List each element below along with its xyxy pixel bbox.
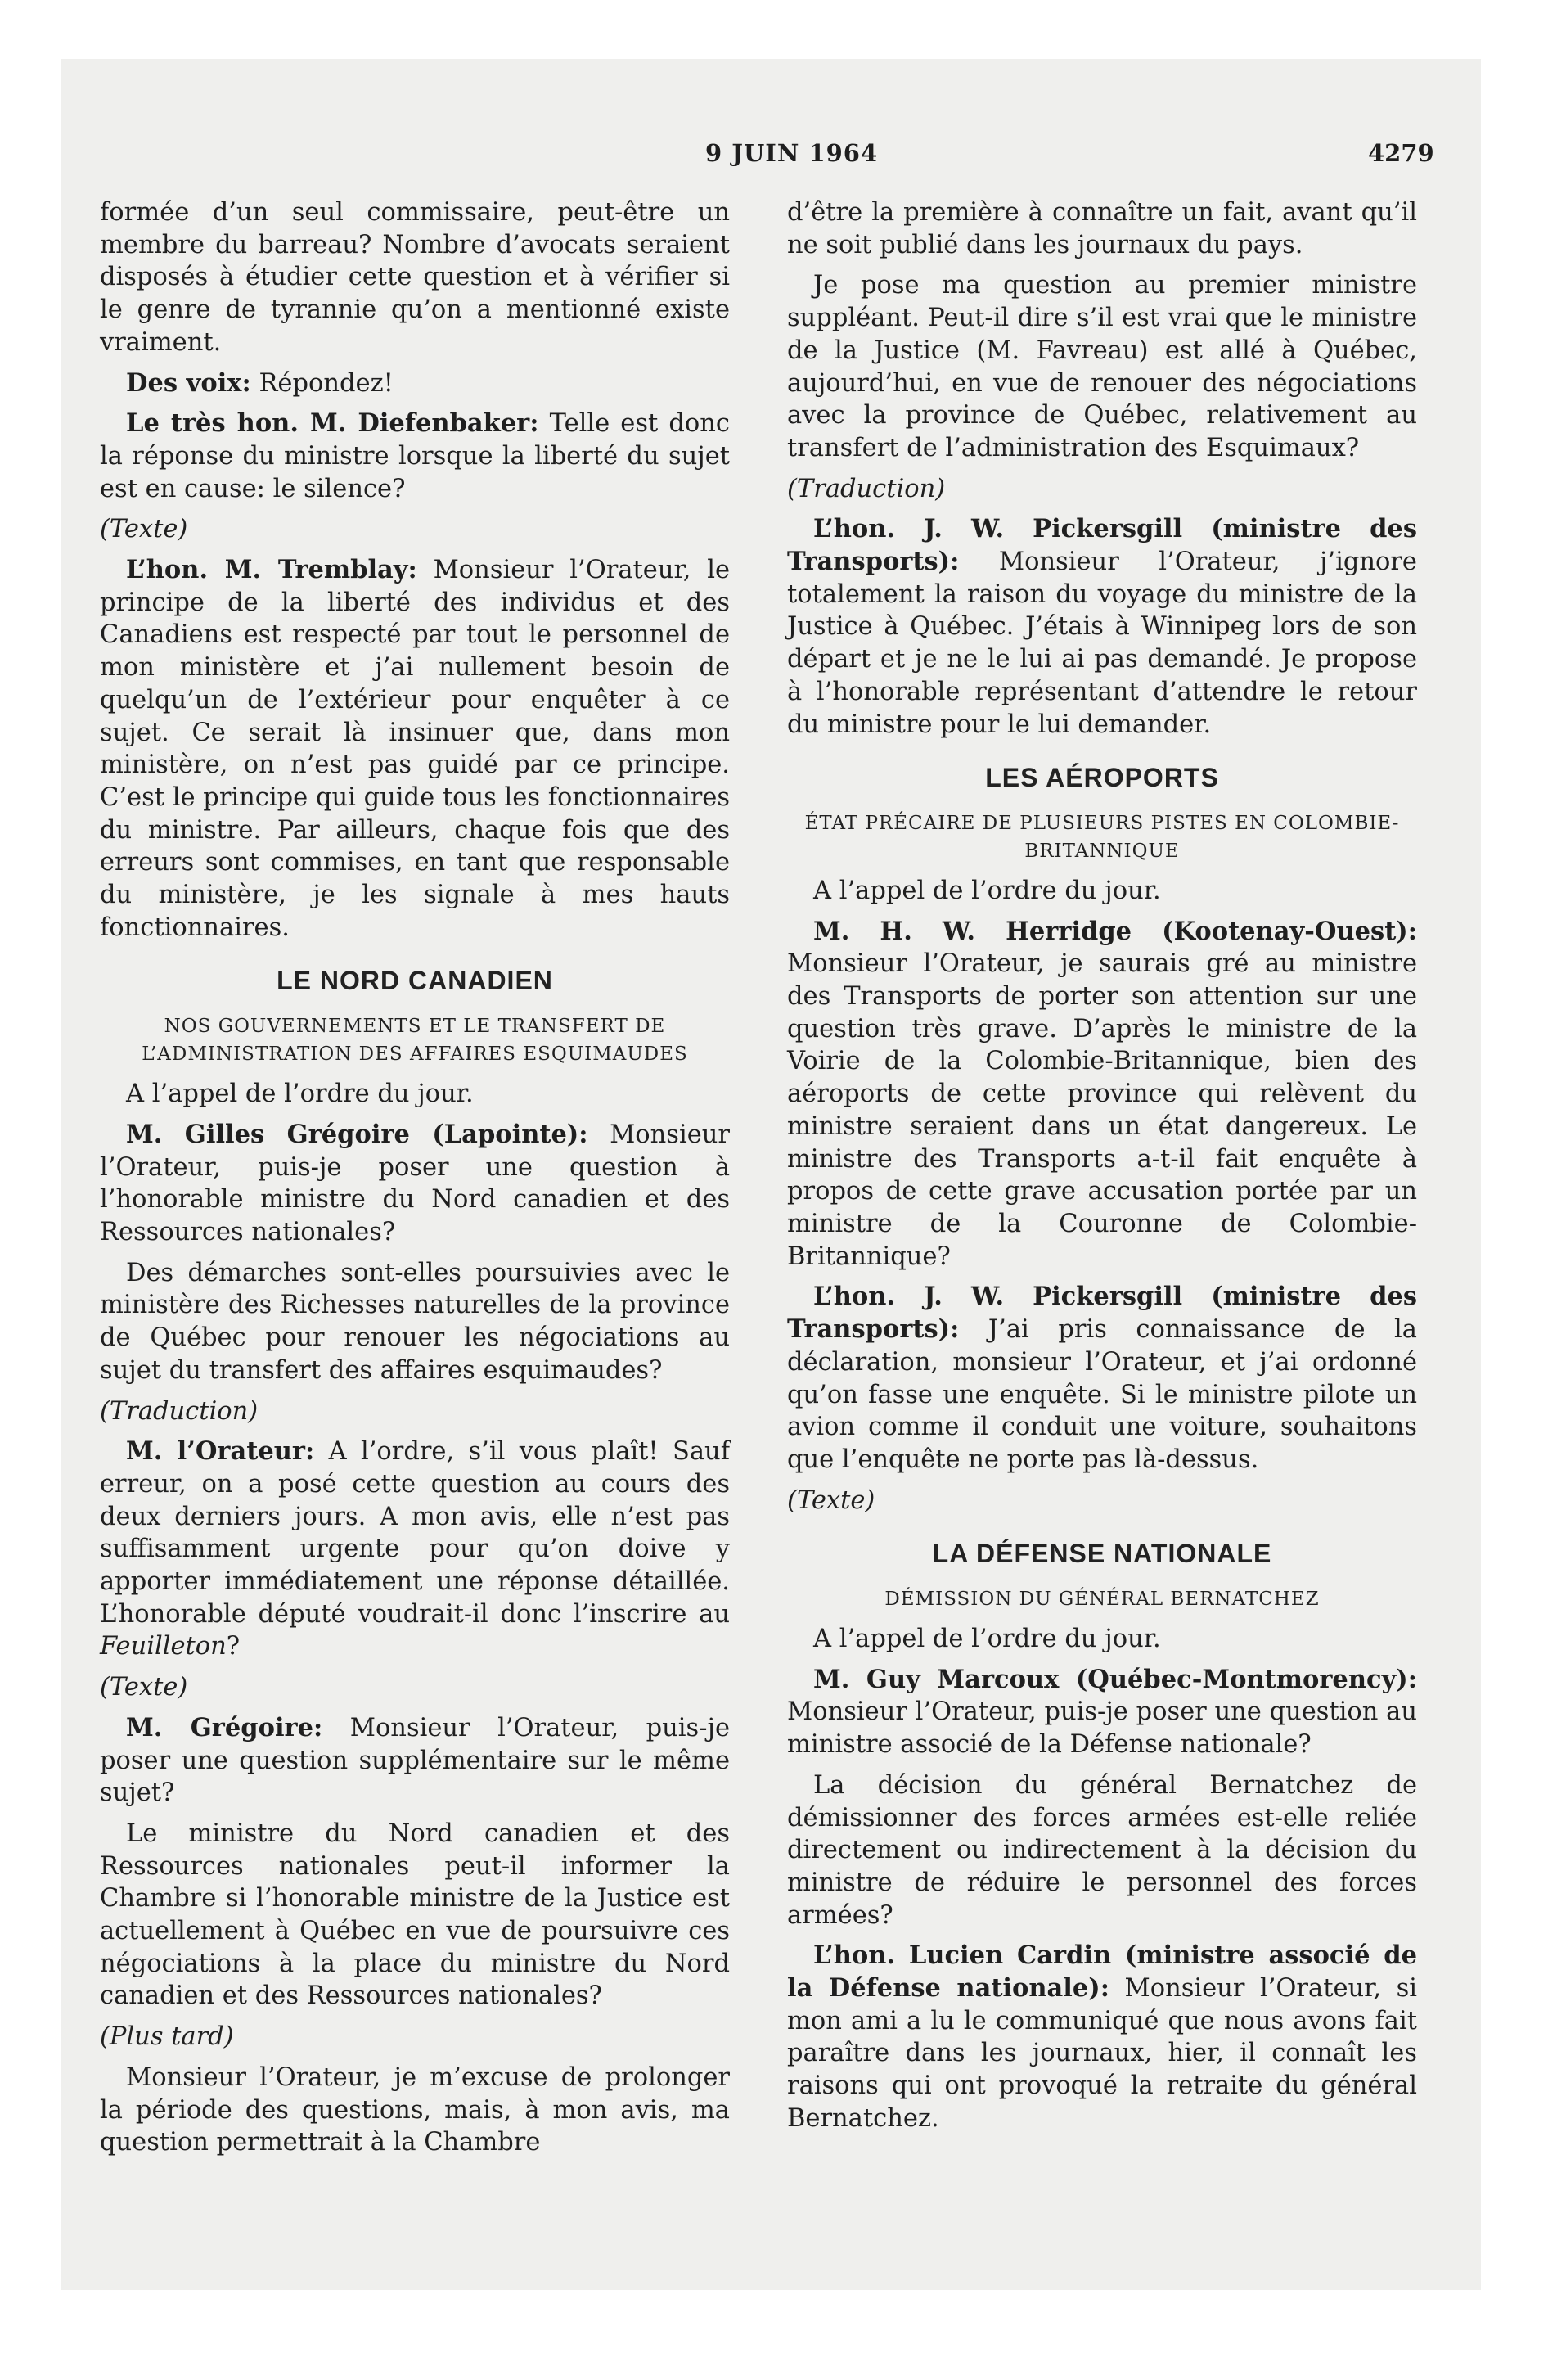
language-label: (Texte)	[787, 1485, 875, 1515]
section-heading: LES AÉROPORTS	[985, 763, 1219, 793]
paragraph	[100, 408, 730, 505]
section-heading: LE NORD CANADIEN	[277, 966, 553, 996]
paragraph	[787, 513, 1417, 741]
paragraph	[100, 1712, 730, 1810]
paragraph	[100, 554, 730, 944]
paragraph	[100, 367, 730, 400]
section-subheading: DÉMISSION DU GÉNÉRAL BERNATCHEZ	[884, 1589, 1320, 1611]
speaker-name: M. Grégoire:	[126, 1712, 323, 1742]
italic-term: Feuilleton	[100, 1632, 227, 1661]
paragraph	[787, 1940, 1417, 2134]
speaker-name: L’hon. J. W. Pickersgill (ministre des Transports):	[787, 1282, 1417, 1345]
speaker-name: M. H. W. Herridge (Kootenay-Ouest):	[813, 916, 1417, 946]
speaker-name: L’hon. M. Tremblay:	[126, 555, 417, 585]
left-column	[100, 196, 730, 2167]
speaker-name: L’hon. Lucien Cardin (ministre associé de la Défense nationale):	[787, 1941, 1417, 2004]
paragraph: d’être la première à connaître un fait, avant qu’il ne soit publié dans les journaux du pays.	[787, 198, 1417, 259]
paragraph: A l’appel de l’ordre du jour.	[813, 876, 1161, 905]
paragraph: formée d’un seul commissaire, peut-être un membre du barreau? Nombre d’avocats seraient disposés à étudier cette question et à vérifier si le genre de tyrannie qu’on a mentionné existe vraiment.	[100, 198, 730, 357]
language-label: (Traduction)	[787, 474, 946, 503]
paragraph: Je pose ma question au premier ministre suppléant. Peut-il dire s’il est vrai que le ministre de la Justice (M. Favreau) est allé à Québec, aujourd’hui, en vue de renouer des négociations avec la province de Québec, relativement au transfert de l’administration des Esquimaux?	[787, 271, 1417, 462]
section-subheading: ÉTAT PRÉCAIRE DE PLUSIEURS PISTES EN COLOMBIE-BRITANNIQUE	[804, 812, 1400, 862]
paragraph: Monsieur l’Orateur, je m’excuse de prolonger la période des questions, mais, à mon avis, ma question permettrait à la Chambre	[100, 2062, 730, 2157]
paragraph: Le ministre du Nord canadien et des Ressources nationales peut-il informer la Chambre si l’honorable ministre de la Justice est actuellement à Québec en vue de poursuivre ces négociations à la place du ministre du Nord canadien et des Ressources nationales?	[100, 1819, 730, 2011]
paragraph	[787, 1281, 1417, 1476]
speech-text: Monsieur l’Orateur, puis-je poser une question à l’honorable ministre du Nord canadien et des Ressources nationales?	[100, 1120, 730, 1246]
speech-text: Monsieur l’Orateur, je saurais gré au ministre des Transports de porter son attention sur une question très grave. D’après le ministre de la Voirie de la Colombie-Britannique, bien des aéroports de cette province qui relèvent du ministre seraient dans un état dangereux. Le ministre des Transports a-t-il fait enquête à propos de cette grave accusation portée par un ministre de la Couronne de Colombie-Britannique?	[787, 949, 1417, 1271]
paragraph	[100, 1119, 730, 1249]
speech-text: Monsieur l’Orateur, puis-je poser une question supplémentaire sur le même sujet?	[100, 1713, 730, 1808]
speech-text: Répondez!	[250, 368, 394, 398]
language-label: (Traduction)	[100, 1396, 259, 1426]
paragraph: A l’appel de l’ordre du jour.	[813, 1625, 1161, 1654]
page-number: 4279	[1368, 139, 1434, 167]
speaker-name: L’hon. J. W. Pickersgill (ministre des Transports):	[787, 514, 1417, 577]
paragraph: A l’appel de l’ordre du jour.	[126, 1080, 474, 1109]
speech-text: Monsieur l’Orateur, j’ignore totalement la raison du voyage du ministre de la Justice à Québec. J’étais à Winnipeg lors de son départ et je ne le lui ai pas demandé. Je propose à l’honorable représentant d’attendre le retour du ministre pour le lui demander.	[787, 548, 1417, 739]
speaker-name: M. Gilles Grégoire (Lapointe):	[126, 1119, 588, 1149]
paragraph	[100, 1436, 730, 1663]
page-header	[0, 139, 1548, 180]
speech-text: Monsieur l’Orateur, le principe de la liberté des individus et des Canadiens est respecté par tout le personnel de mon ministère et j’ai nullement besoin de quelqu’un de l’extérieur pour enquêter à ce sujet. Ce serait là insinuer que, dans mon ministère, on n’est pas guidé par ce principe. C’est le principe qui guide tous les fonctionnaires du ministre. Par ailleurs, chaque fois que des erreurs sont commises, en tant que responsable du ministère, je les signale à mes hauts fonctionnaires.	[100, 556, 730, 942]
paragraph: Des démarches sont-elles poursuivies avec le ministère des Richesses naturelles de la province de Québec pour renouer les négociations au sujet du transfert des affaires esquimaudes?	[100, 1258, 730, 1385]
section-heading: LA DÉFENSE NATIONALE	[932, 1539, 1272, 1569]
speech-text: Monsieur l’Orateur, si mon ami a lu le communiqué que nous avons fait paraître dans les journaux, hier, il connaît les raisons qui ont provoqué la retraite du général Bernatchez.	[787, 1974, 1418, 2133]
language-label: (Texte)	[100, 1673, 188, 1702]
speech-text: Monsieur l’Orateur, puis-je poser une question au ministre associé de la Défense nationale?	[787, 1697, 1417, 1760]
header-date: 9 JUIN 1964	[705, 139, 879, 167]
paragraph: La décision du général Bernatchez de démissionner des forces armées est-elle reliée directement ou indirectement à la décision du ministre de réduire le personnel des forces armées?	[787, 1770, 1417, 1930]
speech-text: Telle est donc la réponse du ministre lorsque la liberté du sujet est en cause: le silence?	[100, 409, 730, 503]
speaker-name: Le très hon. M. Diefenbaker:	[126, 408, 539, 439]
right-column	[787, 196, 1417, 2143]
speaker-name: Des voix:	[126, 367, 251, 398]
speech-text: ?	[226, 1632, 241, 1661]
speech-text: A l’ordre, s’il vous plaît! Sauf erreur, on a posé cette question au cours des deux derniers jours. A mon avis, elle n’est pas suffisamment urgente pour qu’on doive y apporter immédiatement une réponse détaillée. L’honorable député voudrait-il donc l’inscrire au	[100, 1437, 730, 1629]
language-label: (Texte)	[100, 515, 188, 544]
paragraph	[787, 916, 1417, 1273]
language-label: (Plus tard)	[100, 2022, 234, 2052]
paragraph	[787, 1664, 1417, 1761]
speech-text: J’ai pris connaissance de la déclaration, monsieur l’Orateur, et j’ai ordonné qu’on fasse une enquête. Si le ministre pilote un avion comme il conduit une voiture, souhaitons que l’enquête ne porte pas là-dessus.	[787, 1315, 1417, 1474]
section-subheading: NOS GOUVERNEMENTS ET LE TRANSFERT DE L’ADMINISTRATION DES AFFAIRES ESQUIMAUDES	[142, 1016, 688, 1066]
speaker-name: M. Guy Marcoux (Québec-Montmorency):	[813, 1664, 1417, 1694]
speaker-name: M. l’Orateur:	[126, 1436, 315, 1467]
